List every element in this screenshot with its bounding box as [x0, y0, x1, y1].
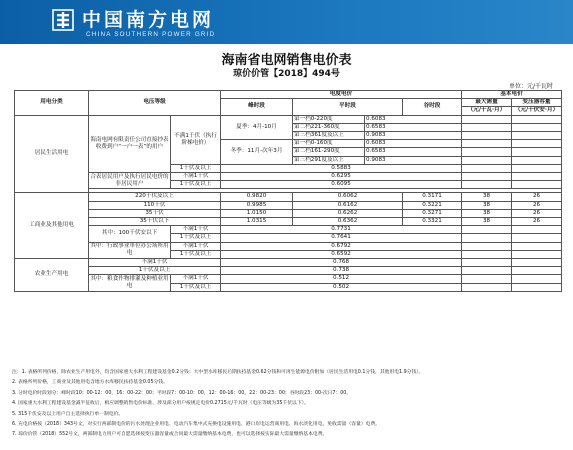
tier-label: 第一档0-220度	[293, 115, 365, 123]
price-value: 0.768	[221, 259, 462, 267]
unit-label: 单位：元/千瓦时	[508, 83, 553, 90]
note-line: 4. 国家重大水利工程建设基金减半征收后，相应调整销售电价标准，涉及部分用户按规定电价0.2715元/千瓦时（电压等级为35千伏以下）。	[12, 401, 309, 407]
tier-price: 0.6583	[365, 148, 462, 156]
price-value: 0.6095	[221, 181, 462, 189]
voltage-label: 1千伏及以上	[171, 250, 221, 258]
header-max-demand-unit: （元/千瓦·月）	[462, 107, 512, 115]
peak-price: 1.0315	[221, 218, 293, 226]
voltage-label: 1千伏及以上	[89, 267, 221, 275]
price-value: 0.738	[221, 267, 462, 275]
voltage-label: 1千伏及以上	[171, 164, 221, 172]
price-value: 0.6295	[221, 173, 462, 181]
note-line: 7. 琼价价管（2018）552号文，两部制电力用户可自愿选择按变压器容量或合同最大需量缴纳基本电费，也可以选择按实际最大需量缴纳基本电费。	[12, 432, 328, 438]
season-winter: 冬季：11月-次年3月	[221, 140, 293, 165]
price-value: 0.7731	[221, 226, 462, 234]
capacity-price: 26	[512, 209, 562, 217]
peak-price: 0.9820	[221, 193, 293, 201]
industrial-small-user: 其中：100千伏安以下	[89, 226, 171, 242]
document-number: 琼价价管【2018】494号	[233, 69, 340, 79]
header-basic-price: 基本电价	[462, 91, 562, 99]
season-summer: 夏季：4月-10月	[221, 115, 293, 140]
header-peak: 峰时段	[221, 99, 293, 115]
tier-price: 0.6583	[365, 123, 462, 131]
header-energy-price: 电度电价	[221, 91, 462, 99]
voltage-label: 1千伏及以上	[171, 283, 221, 291]
header-category: 用电分类	[15, 91, 89, 116]
tier-price: 0.6083	[365, 140, 462, 148]
tier-price: 0.9083	[365, 132, 462, 140]
price-value: 0.502	[221, 283, 462, 291]
price-value: 0.512	[221, 275, 462, 283]
voltage-label: 35千伏	[89, 209, 221, 217]
capacity-price: 26	[512, 218, 562, 226]
tier-price: 0.6083	[365, 115, 462, 123]
tier-price: 0.9083	[365, 156, 462, 164]
agriculture-irrigation: 其中：粮食作物排灌及种植业用电	[89, 275, 171, 291]
max-demand-price: 38	[462, 201, 512, 209]
note-line: 5. 315千伏安及以上用户自主选择执行单一制电价。	[12, 411, 124, 417]
max-demand-price: 38	[462, 218, 512, 226]
valley-price: 0.3271	[403, 209, 462, 217]
valley-price: 0.3321	[403, 218, 462, 226]
note-line: 6. 充电价格按（2018）343号文，对实行两部制电价的污水处理企业用电、电动汽车集中式充换电设施用电、港口岸电运营商用电、海水淡化用电，免收需量（容量）电费。	[12, 422, 381, 428]
note-line: 注：1. 表格所列价格，除农业生产用电外，均含国家重大水利工程建设基金0.2分钱；大中型水库移民后期扶持基金0.62分钱和可再生能源电价附加（居民生活用电0.1分钱，其他用电1.9分钱）。	[12, 370, 424, 375]
voltage-label: 不满1千伏	[171, 275, 221, 283]
voltage-label: 不满1千伏	[171, 173, 221, 181]
tier-label: 第一档0-160度	[293, 140, 365, 148]
max-demand-price: 38	[462, 209, 512, 217]
company-name-en: CHINA SOUTHERN POWER GRID	[86, 31, 216, 38]
header-max-demand: 最大需量	[462, 99, 512, 107]
tier-label: 第三档291度及以上	[293, 156, 365, 164]
voltage-label: 1千伏及以上	[171, 181, 221, 189]
valley-price: 0.3221	[403, 201, 462, 209]
logo-icon	[52, 9, 74, 31]
price-value: 0.6792	[221, 242, 462, 250]
voltage-label: 不满1千伏	[89, 259, 221, 267]
price-value: 0.7641	[221, 234, 462, 242]
price-table	[14, 90, 562, 292]
tier-label: 第二档221-360度	[293, 123, 365, 131]
flat-price: 0.6062	[293, 193, 403, 201]
voltage-label: 不满1千伏	[171, 226, 221, 234]
residential-subcategory: 海南电网有限责任公司直接抄表收费到户“一户一表”的用户	[89, 115, 171, 172]
category-industrial: 工商业及其他用电	[15, 193, 89, 259]
header-capacity: 变压器容量	[512, 99, 562, 107]
header-flat: 平时段	[293, 99, 403, 115]
flat-price: 0.6162	[293, 201, 403, 209]
max-demand-price: 38	[462, 193, 512, 201]
tier-label: 第三档361度及以上	[293, 132, 365, 140]
voltage-label: 110千伏	[89, 201, 221, 209]
flat-price: 0.6362	[293, 218, 403, 226]
peak-price: 1.0150	[221, 209, 293, 217]
voltage-label: 不满1千伏	[171, 242, 221, 250]
voltage-label: 220千伏及以上	[89, 193, 221, 201]
document-title: 海南省电网销售电价表	[221, 53, 352, 68]
residential-below-1kv: 不满1千伏（执行阶梯电价）	[171, 115, 221, 164]
category-residential: 居民生活用电	[15, 115, 89, 193]
header-valley: 谷时段	[403, 99, 462, 115]
industrial-admin-office: 其中：行政事业单位办公场所用电	[89, 242, 171, 258]
voltage-label: 35千伏以下	[89, 218, 221, 226]
flat-price: 0.6262	[293, 209, 403, 217]
header-voltage: 电压等级	[89, 91, 221, 116]
company-name-cn: 中国南方电网	[82, 9, 215, 31]
residential-combined-meter: 合表居民用户及执行居民电价的非居民用户	[89, 173, 171, 189]
capacity-price: 26	[512, 193, 562, 201]
voltage-label: 1千伏及以上	[171, 234, 221, 242]
note-line: 2. 表格所列价格，工商业及其他用电含地方水库移民扶持基金0.05分钱。	[12, 380, 168, 386]
price-value: 0.5883	[221, 164, 462, 172]
category-agriculture: 农业生产用电	[15, 259, 89, 292]
capacity-price: 26	[512, 201, 562, 209]
valley-price: 0.3171	[403, 193, 462, 201]
notes-section	[12, 368, 568, 441]
peak-price: 0.9985	[221, 201, 293, 209]
header-capacity-unit: （元/千伏安·月）	[512, 107, 562, 115]
tier-label: 第二档161-290度	[293, 148, 365, 156]
price-value: 0.6592	[221, 250, 462, 258]
note-line: 3. 分时电价时段划分：峰时段10：00-12：00，16：00-22：00；平时段7：00-10：00，12：00-16：00，22：00-23：00；谷时段23：00-次日7：00。	[12, 390, 352, 396]
brand-header	[0, 0, 573, 44]
